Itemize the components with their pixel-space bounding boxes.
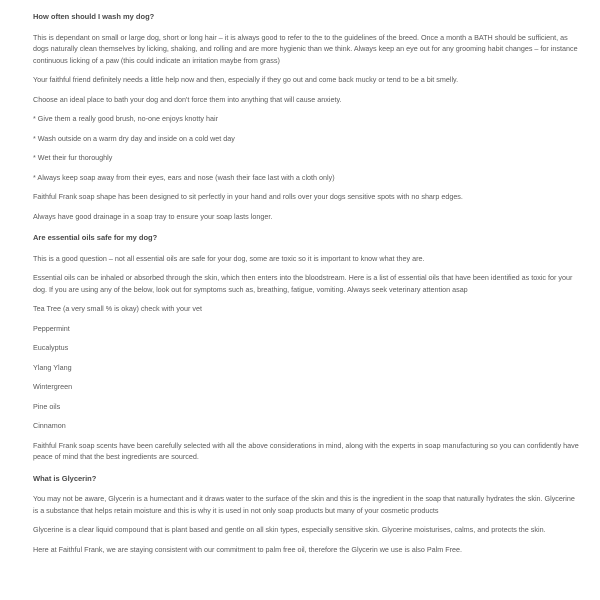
paragraph: Your faithful friend definitely needs a little help now and then, especially if they go out and come back mucky or tend to be a bit smelly. [33, 75, 459, 84]
oil-list-item: Cinnamon [33, 421, 66, 430]
oil-list-item: Pine oils [33, 401, 61, 411]
section-heading-essential-oils: Are essential oils safe for my dog? [33, 233, 158, 242]
paragraph: Faithful Frank soap shape has been designed to sit perfectly in your hand and rolls over your dogs sensitive spots with no sharp edges. [33, 192, 463, 201]
bullet-item: * Wash outside on a warm dry day and inside on a cold wet day [33, 133, 235, 143]
paragraph: This is a good question – not all essential oils are safe for your dog, some are toxic so it is important to know what they are. [33, 253, 425, 263]
oil-list-item: Eucalyptus [33, 343, 69, 352]
oil-list-item: Tea Tree (a very small % is okay) check with your vet [33, 304, 202, 313]
bullet-item: * Always keep soap away from their eyes, ears and nose (wash their face last with a cloth only) [33, 172, 335, 182]
paragraph: This is dependant on small or large dog, short or long hair – it is always good to refer to the to the guidelines of the breed. Once a month a BATH should be sufficient, as dogs naturally clean themselves by licking, shaking, and rolling and are more hygienic than we think. Always keep an eye out for any grooming habit changes – for instance continuous licking of a paw (this could indicate an irritation maybe from grass) [33, 32, 578, 65]
section-heading-glycerin: What is Glycerin? [33, 473, 97, 483]
bullet-item: * Give them a really good brush, no-one enjoys knotty hair [33, 114, 218, 123]
oil-list-item: Ylang Ylang [33, 362, 72, 372]
oil-list-item: Peppermint [33, 323, 70, 333]
paragraph: Here at Faithful Frank, we are staying consistent with our commitment to palm free oil, therefore the Glycerin we use is also Palm Free. [33, 544, 463, 554]
bullet-item: * Wet their fur thoroughly [33, 153, 113, 162]
paragraph: Choose an ideal place to bath your dog and don't force them into anything that will cause anxiety. [33, 94, 342, 104]
section-heading-wash: How often should I wash my dog? [33, 12, 155, 21]
paragraph: Glycerine is a clear liquid compound that is plant based and gentle on all skin types, especially sensitive skin. Glycerine moisturises, calms, and protects the skin. [33, 525, 546, 534]
paragraph: Essential oils can be inhaled or absorbed through the skin, which then enters into the bloodstream. Here is a list of essential oils that have been identified as toxic for your dog. If you are using any of the below, look out for symptoms such as, breathing, fatigue, vomiting. Always seek veterinary attention asap [33, 273, 573, 294]
paragraph: Faithful Frank soap scents have been carefully selected with all the above considerations in mind, along with the experts in soap manufacturing so you can confidently have peace of mind that the best ingredients are sourced. [33, 440, 579, 461]
oil-list-item: Wintergreen [33, 382, 73, 391]
paragraph: You may not be aware, Glycerin is a humectant and it draws water to the surface of the skin and this is the ingredient in the soap that naturally hydrates the skin. Glycerine is a substance that helps retain moisture and this is why it is used in not only soap products but many of your cosmetic products [33, 494, 575, 515]
paragraph: Always have good drainage in a soap tray to ensure your soap lasts longer. [33, 211, 273, 221]
